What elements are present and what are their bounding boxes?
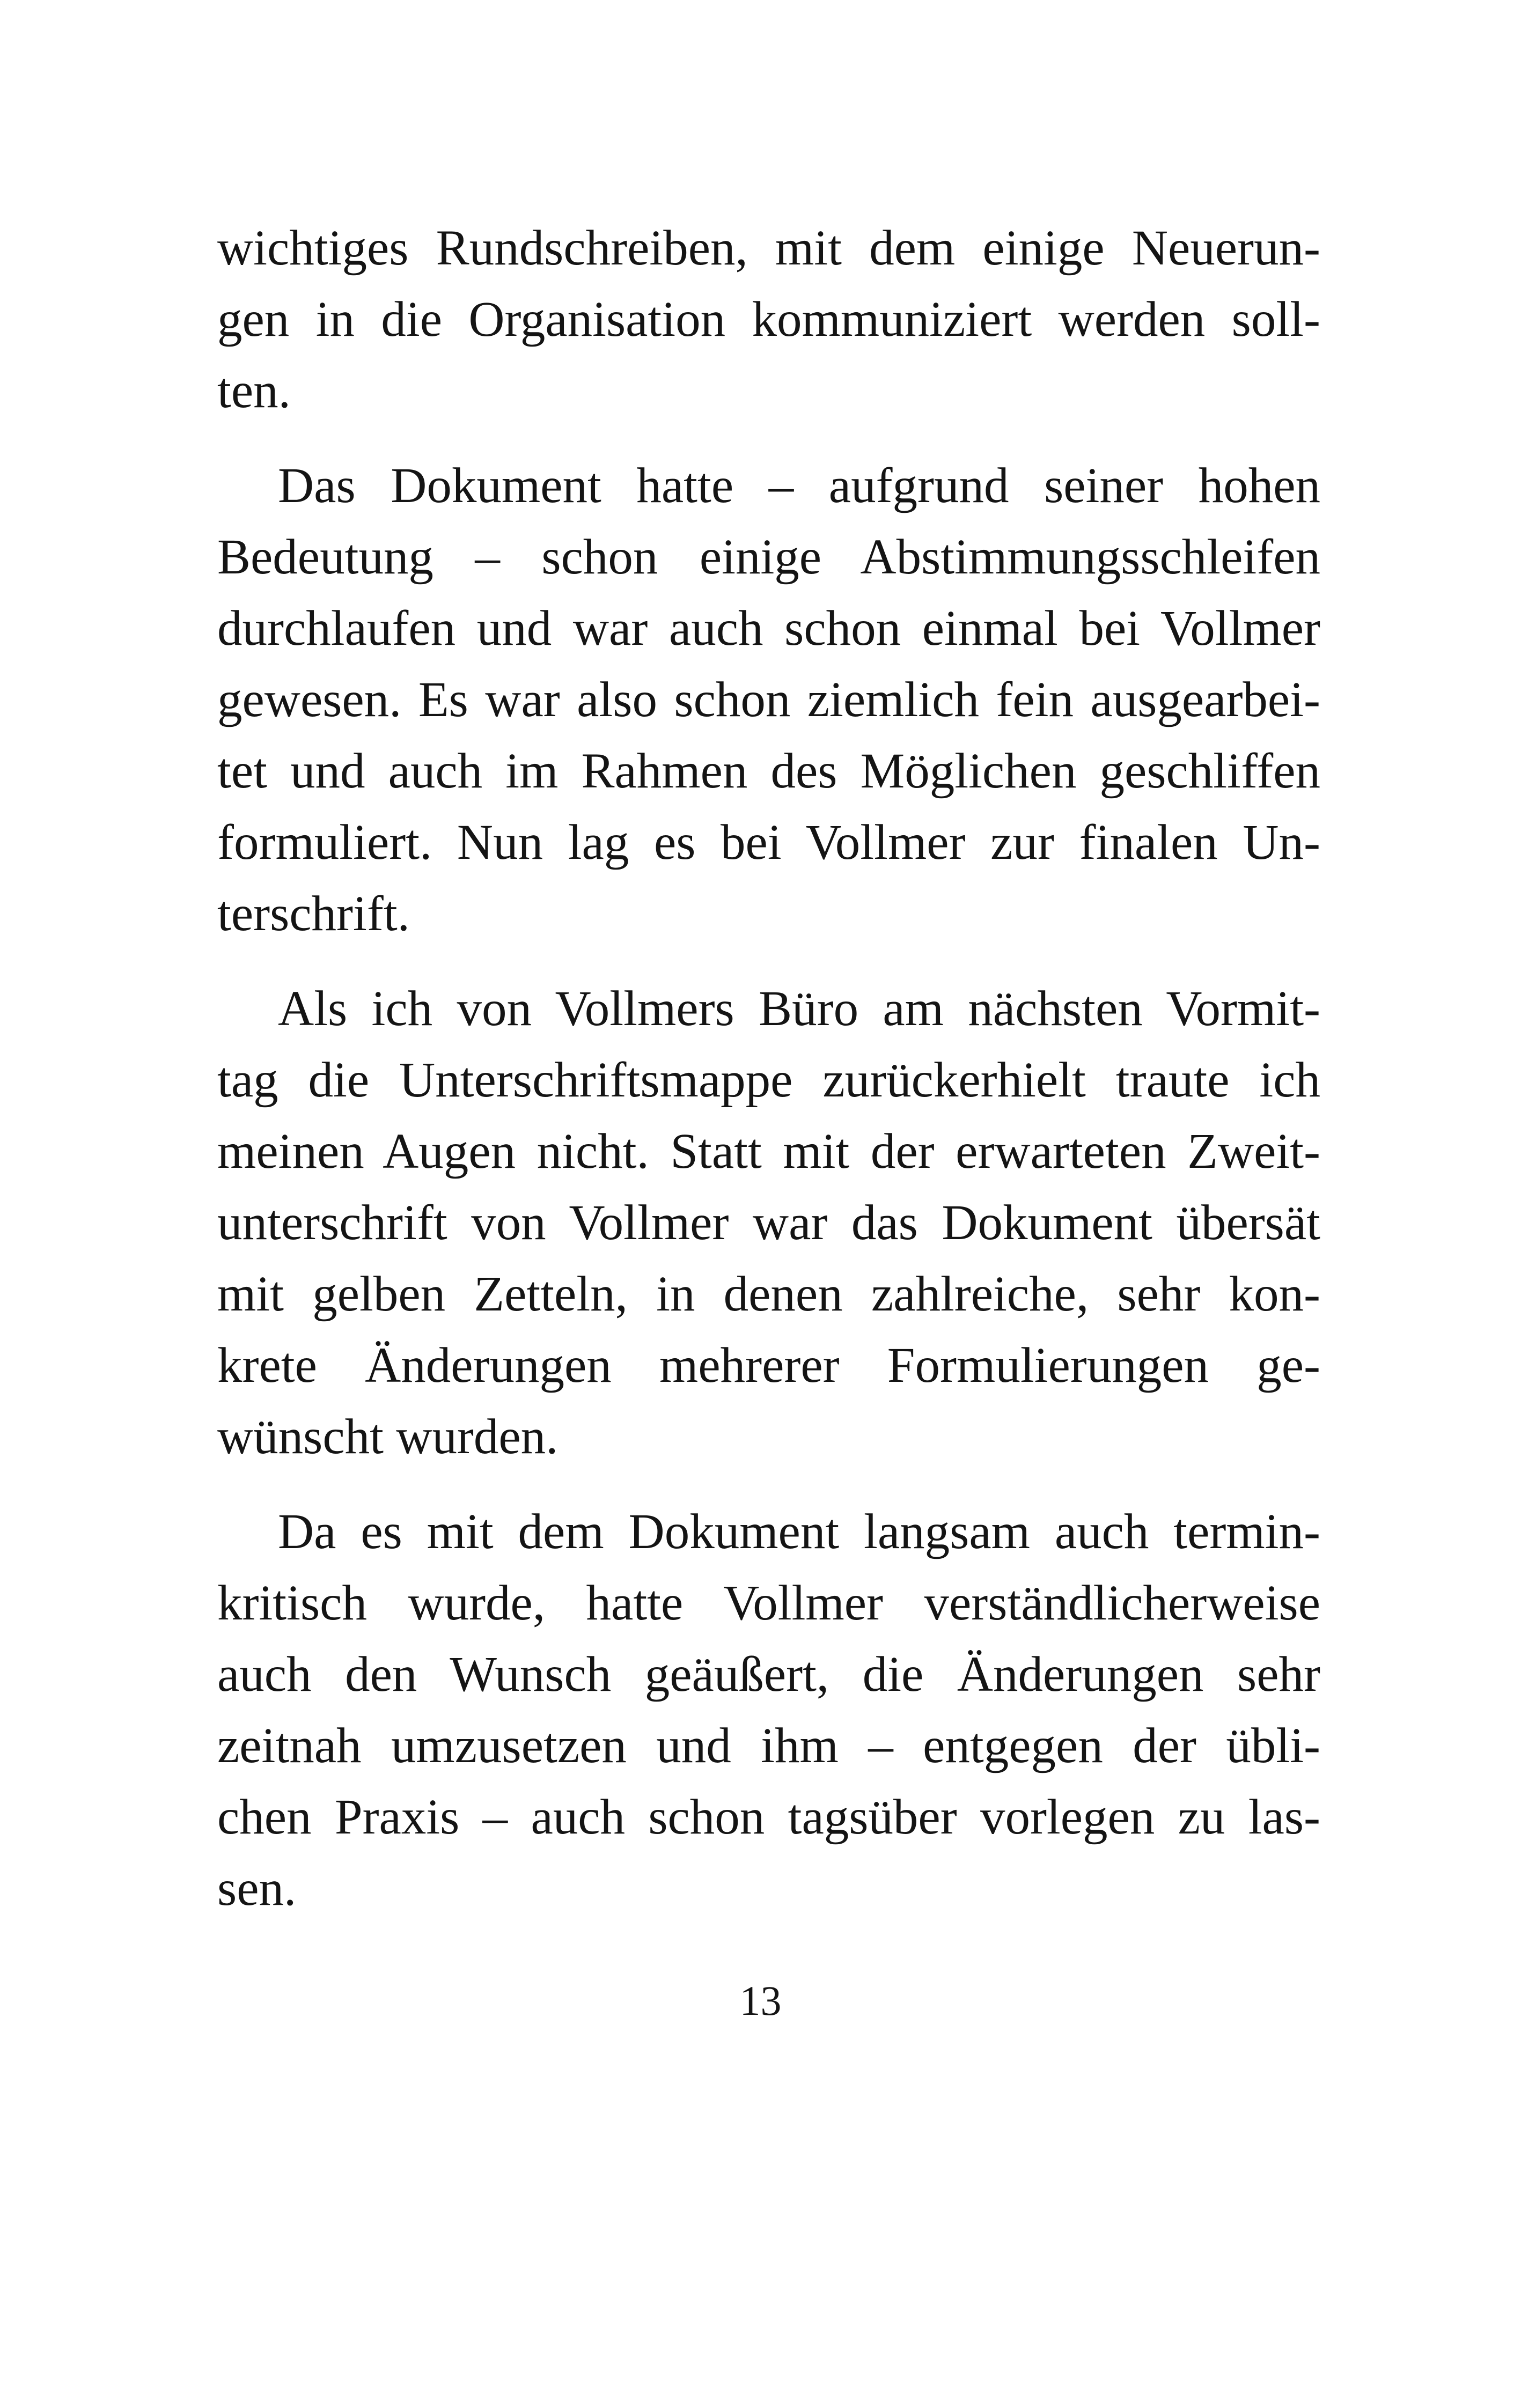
text-line: auch den Wunsch geäußert, die Änderungen sehr <box>217 1647 1320 1702</box>
text-line: terschrift. <box>217 886 410 941</box>
paragraph <box>217 450 1320 949</box>
text-line: mit gelben Zetteln, in denen zahlreiche, sehr kon- <box>217 1266 1320 1322</box>
text-line: tag die Unterschriftsmappe zurückerhielt traute ich <box>217 1052 1320 1108</box>
text-line: gewesen. Es war also schon ziemlich fein ausgearbei- <box>217 672 1320 727</box>
text-line: ten. <box>217 363 291 418</box>
text-line: formuliert. Nun lag es bei Vollmer zur finalen Un- <box>217 815 1320 870</box>
paragraph <box>217 973 1320 1472</box>
text-line: wichtiges Rundschreiben, mit dem einige Neuerun- <box>217 220 1320 276</box>
text-line: krete Änderungen mehrerer Formulierungen ge- <box>217 1338 1320 1393</box>
text-line: chen Praxis – auch schon tagsüber vorlegen zu las- <box>217 1790 1320 1845</box>
text-line: zeitnah umzusetzen und ihm – entgegen der übli- <box>217 1718 1320 1773</box>
text-line: tet und auch im Rahmen des Möglichen geschliffen <box>217 743 1320 799</box>
text-line: Bedeutung – schon einige Abstimmungsschleifen <box>217 529 1320 585</box>
text-line: meinen Augen nicht. Statt mit der erwarteten Zweit- <box>217 1124 1320 1179</box>
text-line: Als ich von Vollmers Büro am nächsten Vormit- <box>278 981 1320 1036</box>
text-line: kritisch wurde, hatte Vollmer verständlicherweise <box>217 1575 1320 1631</box>
text-line: durchlaufen und war auch schon einmal bei Vollmer <box>217 601 1320 656</box>
text-line: unterschrift von Vollmer war das Dokument übersät <box>217 1195 1320 1250</box>
text-line: wünscht wurden. <box>217 1409 559 1464</box>
text-line: Da es mit dem Dokument langsam auch termin- <box>278 1504 1320 1559</box>
body-text <box>217 212 1320 1924</box>
paragraph <box>217 212 1320 426</box>
text-line: Das Dokument hatte – aufgrund seiner hohen <box>278 458 1320 513</box>
paragraph <box>217 1496 1320 1924</box>
text-line: gen in die Organisation kommuniziert werden soll- <box>217 292 1320 347</box>
page-number: 13 <box>739 1977 782 2024</box>
text-line: sen. <box>217 1861 297 1916</box>
